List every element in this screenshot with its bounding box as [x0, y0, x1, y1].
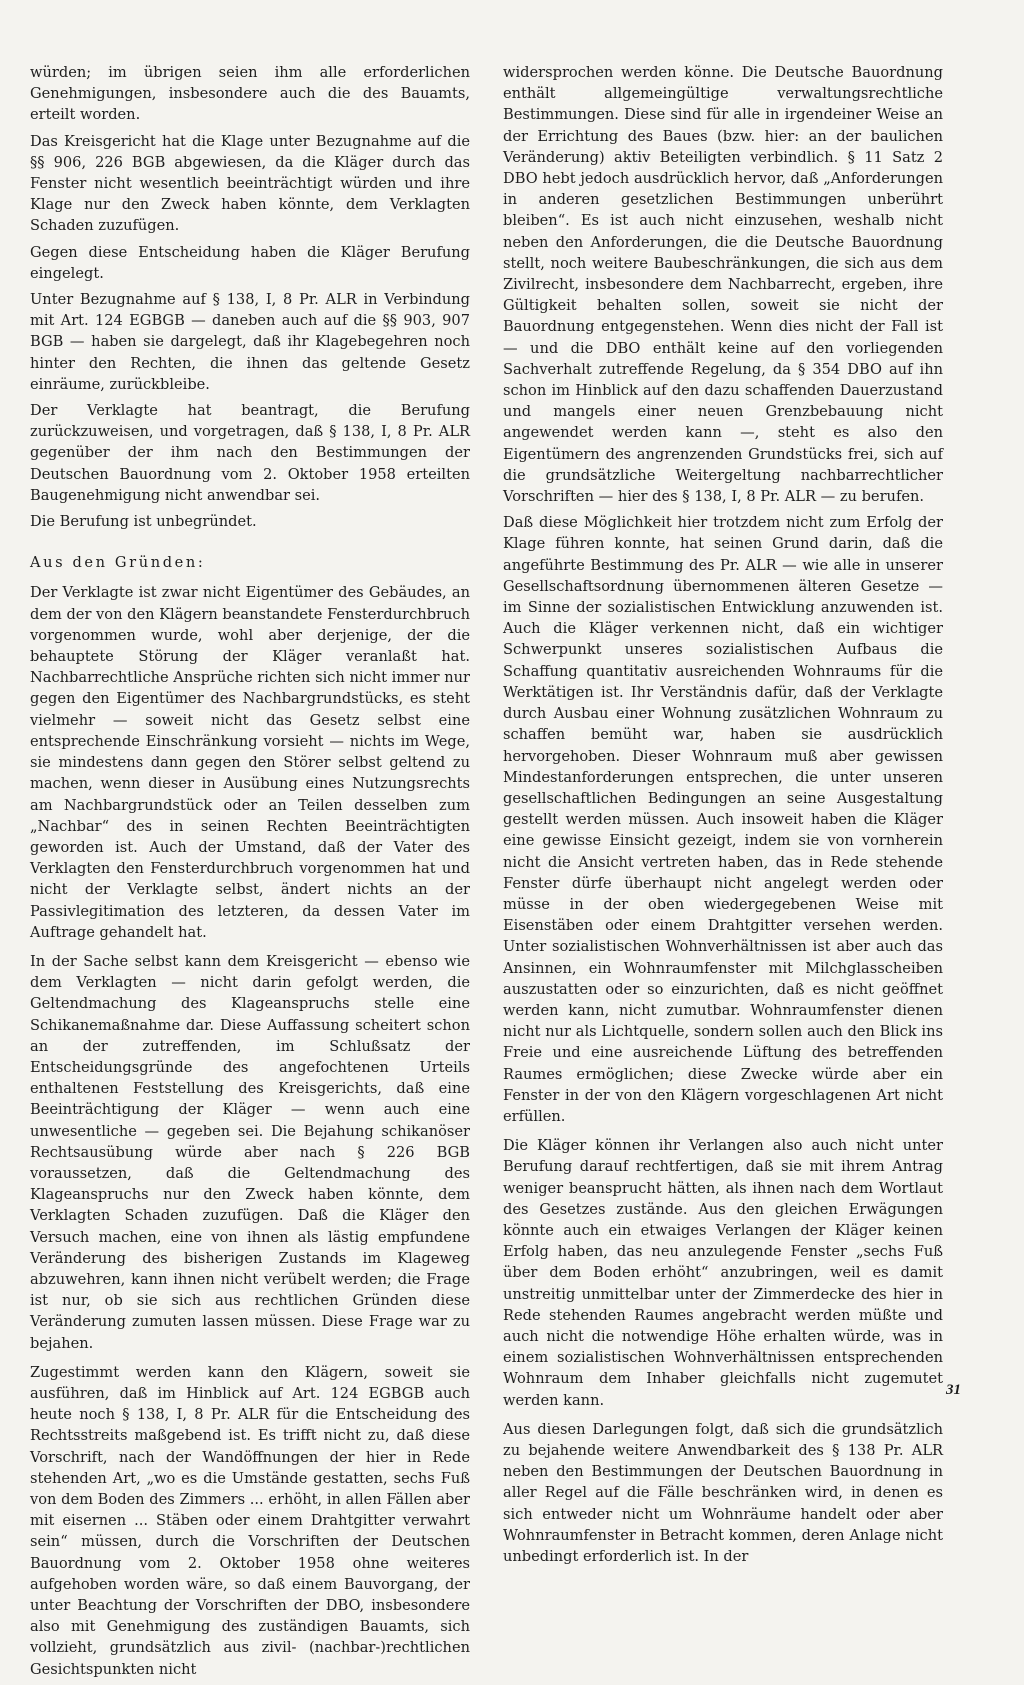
paragraph: Die Kläger können ihr Verlangen also auch nicht unter Berufung darauf rechtfertigen, daß sie mit ihrem Antrag weniger beansprucht hätten, als ihnen nach dem Wortlaut des Gesetzes zustände. Aus den gleichen Erwägungen könnte auch ein etwaiges Verlangen der Kläger keinen Erfolg haben, das neu anzulegende Fenster „sechs Fuß über dem Boden erhöht“ anzubringen, weil es damit unstreitig unmittelbar unter der Zimmerdecke des hier in Rede stehenden Raumes angebracht werden müßte und auch nicht die notwendige Höhe erhalten würde, was in einem sozialistischen Wohnverhältnissen entsprechenden Wohnraum dem Inhaber gleichfalls nicht zugemutet werden kann.: [503, 1137, 943, 1409]
left-column: [30, 62, 470, 1685]
paragraph: Der Verklagte hat beantragt, die Berufung zurückzuweisen, und vorgetragen, daß § 138, I, 8 Pr. ALR gegenüber der ihm nach den Bestimmungen der Deutschen Bauordnung vom 2. Oktober 1958 erteilten Baugenehmigung nicht anwendbar sei.: [30, 402, 470, 504]
paragraph: Die Berufung ist unbegründet.: [30, 513, 257, 531]
page-number: 31: [946, 1382, 961, 1398]
paragraph: Das Kreisgericht hat die Klage unter Bezugnahme auf die §§ 906, 226 BGB abgewiesen, da die Kläger durch das Fenster nicht wesentlich beeinträchtigt würden und ihre Klage nur den Zweck haben könnte, dem Verklagten Schaden zuzufügen.: [30, 132, 470, 235]
section-heading: Aus den Gründen:: [30, 554, 206, 572]
paragraph: Gegen diese Entscheidung haben die Kläger Berufung eingelegt.: [30, 243, 470, 282]
paragraph: In der Sache selbst kann dem Kreisgericht — ebenso wie dem Verklagten — nicht darin gefolgt werden, die Geltendmachung des Klageanspruchs stelle eine Schikanemaßnahme dar. Diese Auffassung scheitert schon an der zutreffenden, im Schlußsatz der Entscheidungsgründe des angefochtenen Urteils enthaltenen Feststellung des Kreisgerichts, daß eine Beeinträchtigung der Kläger — wenn auch eine unwesentliche — gegeben sei. Die Bejahung schikanöser Rechtsausübung würde aber nach § 226 BGB voraussetzen, daß die Geltendmachung des Klageanspruchs nur den Zweck haben könnte, dem Verklagten Schaden zuzufügen. Daß die Kläger den Versuch machen, eine von ihnen als lästig empfundene Veränderung des bisherigen Zustands im Klageweg abzuwehren, kann ihnen nicht verübelt werden; die Frage ist nur, ob sie sich aus rechtlichen Gründen diese Veränderung zumuten lassen müssen. Diese Frage war zu bejahen.: [30, 952, 470, 1352]
paragraph: Daß diese Möglichkeit hier trotzdem nicht zum Erfolg der Klage führen konnte, hat seinen Grund darin, daß die angeführte Bestimmung des Pr. ALR — wie alle in unserer Gesellschaftsordnung übernommenen älteren Gesetze — im Sinne der sozialistischen Entwicklung anzuwenden ist. Auch die Kläger verkennen nicht, daß ein wichtiger Schwerpunkt unseres sozialistischen Aufbaus die Schaffung quantitativ ausreichenden Wohnraums für die Werktätigen ist. Ihr Verständnis dafür, daß der Verklagte durch Ausbau einer Wohnung zusätzlichen Wohnraum zu schaffen bemüht war, haben sie ausdrücklich hervorgehoben. Dieser Wohnraum muß aber gewissen Mindestanforderungen entsprechen, die unter unseren gesellschaftlichen Bedingungen an seine Ausgestaltung gestellt werden müssen. Auch insoweit haben die Kläger eine gewisse Einsicht gezeigt, indem sie von vornherein nicht die Ansicht vertreten haben, das in Rede stehende Fenster dürfe überhaupt nicht angelegt werden oder müsse in der oben wiedergegebenen Weise mit Eisenstäben oder einem Drahtgitter versehen werden. Unter sozialistischen Wohnverhältnissen ist aber auch das Ansinnen, ein Wohnraumfenster mit Milchglasscheiben auszustatten oder so einzurichten, daß es nicht geöffnet werden kann, nicht zumutbar. Wohnraumfenster dienen nicht nur als Lichtquelle, sondern sollen auch den Blick ins Freie und eine ausreichende Lüftung des betreffenden Raumes ermöglichen; diese Zwecke würde aber ein Fenster in der von den Klägern vorgeschlagenen Art nicht erfüllen.: [503, 514, 943, 1125]
paragraph: Unter Bezugnahme auf § 138, I, 8 Pr. ALR in Verbindung mit Art. 124 EGBGB — daneben auch auf die §§ 903, 907 BGB — haben sie dargelegt, daß ihr Klagebegehren noch hinter den Rechten, die ihnen das geltende Gesetz einräume, zurückbleibe.: [30, 291, 470, 393]
right-column: [503, 62, 943, 1572]
paragraph: würden; im übrigen seien ihm alle erforderlichen Genehmigungen, insbesondere auch die des Bauamts, erteilt worden.: [30, 64, 470, 124]
paragraph: Der Verklagte ist zwar nicht Eigentümer des Gebäudes, an dem der von den Klägern beanstandete Fensterdurchbruch vorgenommen wurde, wohl aber derjenige, der die behauptete Störung der Kläger veranlaßt hat. Nachbarrechtliche Ansprüche richten sich nicht immer nur gegen den Eigentümer des Nachbargrundstücks, es steht vielmehr — soweit nicht das Gesetz selbst eine entsprechende Einschränkung vorsieht — nichts im Wege, sie mindestens dann gegen den Störer selbst geltend zu machen, wenn dieser in Ausübung eines Nutzungsrechts am Nachbargrundstück oder an Teilen desselben zum „Nachbar“ des in seinen Rechten Beeinträchtigten geworden ist. Auch der Umstand, daß der Vater des Verklagten den Fensterdurchbruch vorgenommen hat und nicht der Verklagte selbst, ändert nichts an der Passivlegitimation des letzteren, da dessen Vater im Auftrage gehandelt hat.: [30, 584, 470, 941]
paragraph: Aus diesen Darlegungen folgt, daß sich die grundsätzlich zu bejahende weitere Anwendbarkeit des § 138 Pr. ALR neben den Bestimmungen der Deutschen Bauordnung in aller Regel auf die Fälle beschränken wird, in denen es sich entweder nicht um Wohnräume handelt oder aber Wohnraumfenster in Betracht kommen, deren Anlage nicht unbedingt erforderlich ist. In der: [503, 1420, 943, 1566]
paragraph: Zugestimmt werden kann den Klägern, soweit sie ausführen, daß im Hinblick auf Art. 124 EGBGB auch heute noch § 138, I, 8 Pr. ALR für die Entscheidung des Rechtsstreits maßgebend ist. Es trifft nicht zu, daß diese Vorschrift, nach der Wandöffnungen der hier in Rede stehenden Art, „wo es die Umstände gestatten, sechs Fuß von dem Boden des Zimmers ... erhöht, in allen Fällen aber mit eisernen ... Stäben oder einem Drahtgitter verwahrt sein“ müssen, durch die Vorschriften der Deutschen Bauordnung vom 2. Oktober 1958 ohne weiteres aufgehoben worden wäre, so daß einem Bauvorgang, der unter Beachtung der Vorschriften der DBO, insbesondere also mit Genehmigung des zuständigen Bauamts, sich vollzieht, grundsätzlich aus zivil- (nachbar-)rechtlichen Gesichtspunkten nicht: [30, 1363, 470, 1678]
paragraph: widersprochen werden könne. Die Deutsche Bauordnung enthält allgemeingültige verwaltungsrechtliche Bestimmungen. Diese sind für alle in irgendeiner Weise an der Errichtung des Baues (bzw. hier: an der baulichen Veränderung) aktiv Beteiligten verbindlich. § 11 Satz 2 DBO hebt jedoch ausdrücklich hervor, daß „Anforderungen in anderen gesetzlichen Bestimmungen unberührt bleiben“. Es ist auch nicht einzusehen, weshalb nicht neben den Anforderungen, die die Deutsche Bauordnung stellt, noch weitere Baubeschränkungen, die sich aus dem Zivilrecht, insbesondere dem Nachbarrecht, ergeben, ihre Gültigkeit behalten sollen, soweit sie nicht der Bauordnung entgegenstehen. Wenn dies nicht der Fall ist — und die DBO enthält keine auf den vorliegenden Sachverhalt zutreffende Regelung, da § 354 DBO auf ihn schon im Hinblick auf den dazu schaffenden Dauerzustand und mangels einer neuen Grenzbebauung nicht angewendet werden kann —, steht es also den Eigentümern des angrenzenden Grundstücks frei, sich auf die grundsätzliche Weitergeltung nachbarrechtlicher Vorschriften — hier des § 138, I, 8 Pr. ALR — zu berufen.: [503, 64, 943, 506]
